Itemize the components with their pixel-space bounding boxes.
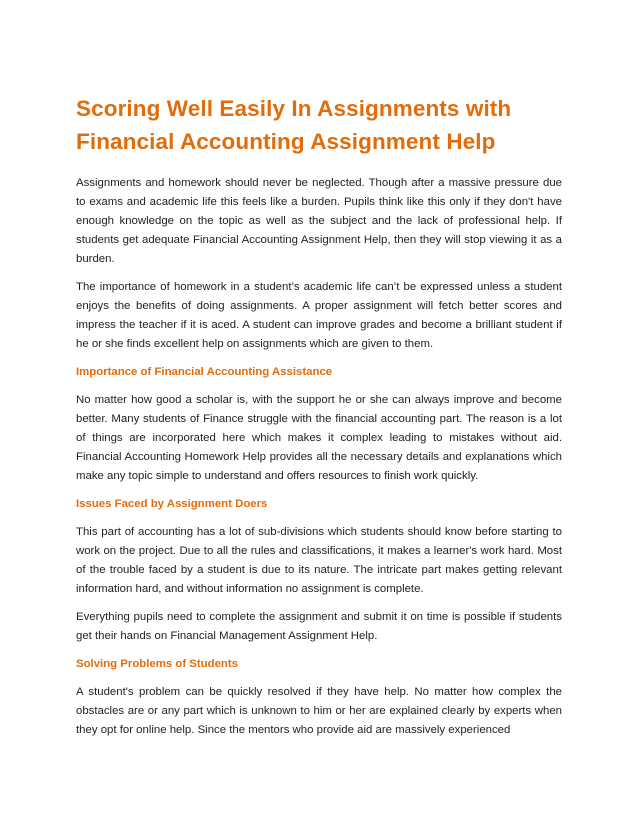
section-paragraph-solving: A student's problem can be quickly resolved if they have help. No matter how complex the obstacles are or any part which is unknown to him or her are explained clearly by experts when they opt for online help. Since the mentors who provide aid are massively experienced (76, 686, 562, 736)
document-page (76, 92, 562, 749)
section-heading-solving: Solving Problems of Students (76, 658, 239, 670)
document-title: Scoring Well Easily In Assignments with Financial Accounting Assignment Help (76, 96, 512, 154)
section-paragraph-importance: No matter how good a scholar is, with the support he or she can always improve and become better. Many students of Finance struggle with the financial accounting part. The reason is a lot of things are incorporated here which makes it complex leading to mistakes without aid. Financial Accounting Homework Help provides all the necessary details and explanations which make any topic simple to understand and offers resources to finish work quickly. (76, 394, 562, 482)
intro-paragraph-1: Assignments and homework should never be neglected. Though after a massive pressure due to exams and academic life this feels like a burden. Pupils think like this only if they don't have enough knowledge on the topic as well as the subject and the lack of professional help. If students get adequate Financial Accounting Assignment Help, then they will stop viewing it as a burden. (76, 177, 562, 265)
intro-paragraph-2: The importance of homework in a student’s academic life can’t be expressed unless a student enjoys the benefits of doing assignments. A proper assignment will fetch better scores and impress the teacher if it is aced. A student can improve grades and become a brilliant student if he or she finds excellent help on assignments which are given to them. (76, 281, 562, 350)
section-heading-importance: Importance of Financial Accounting Assistance (76, 366, 333, 378)
section-paragraph-issues-1: This part of accounting has a lot of sub-divisions which students should know before starting to work on the project. Due to all the rules and classifications, it makes a learner's work hard. Most of the trouble faced by a student is due to its nature. The intricate part makes getting relevant information hard, and without information no assignment is complete. (76, 526, 562, 595)
section-heading-issues: Issues Faced by Assignment Doers (76, 498, 268, 510)
section-paragraph-issues-2: Everything pupils need to complete the assignment and submit it on time is possible if students get their hands on Financial Management Assignment Help. (76, 611, 562, 642)
